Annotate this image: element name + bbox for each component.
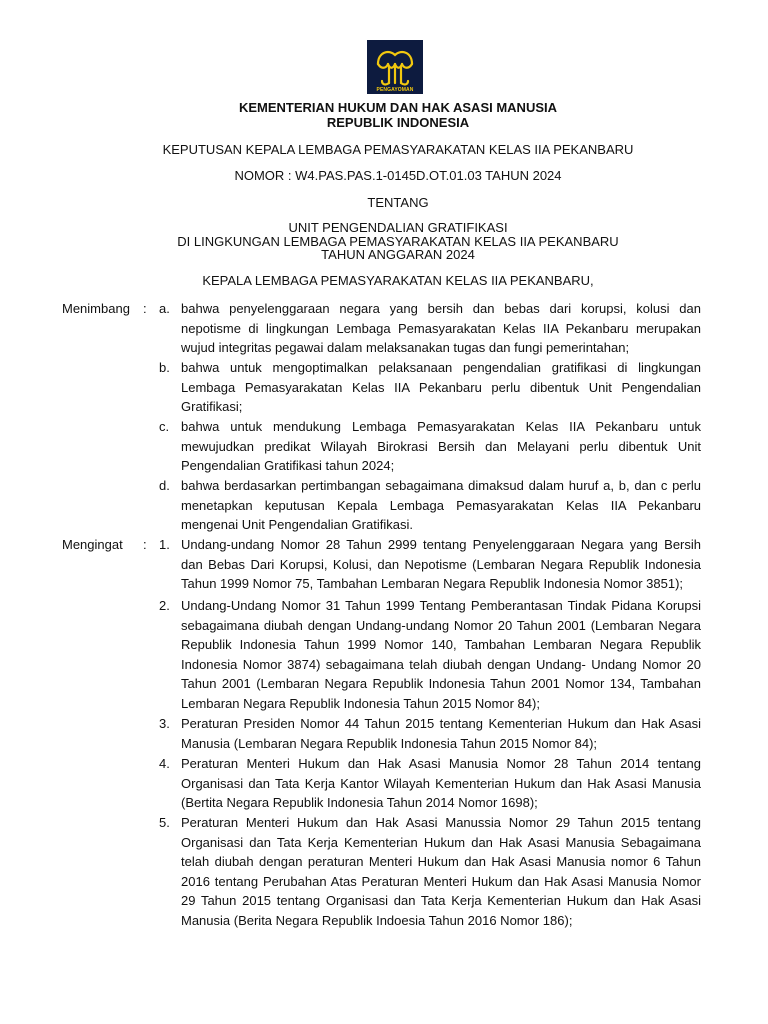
mengingat-item-3-mark: 3. xyxy=(159,716,170,731)
mengingat-item-1-mark: 1. xyxy=(159,537,170,552)
decree-title: KEPUTUSAN KEPALA LEMBAGA PEMASYARAKATAN KELAS IIA PEKANBARU xyxy=(162,142,634,157)
logo-caption: PENGAYOMAN xyxy=(376,87,414,93)
menimbang-item-a-text: bahwa penyelenggaraan negara yang bersih dan bebas dari korupsi, kolusi dan nepotisme di lingkungan Lembaga Pemasyarakatan Kelas IIA Pekanbaru merupakan wujud integritas pegawai dalam melaksanakan tugas dan fungi pemerintahan; xyxy=(181,301,701,356)
mengingat-item-5-mark: 5. xyxy=(159,815,170,830)
mengingat-label: Mengingat xyxy=(62,537,123,552)
menimbang-item-b-mark: b. xyxy=(159,360,170,375)
pengayoman-emblem-icon xyxy=(367,40,423,94)
decree-number: NOMOR : W4.PAS.PAS.1-0145D.OT.01.03 TAHUN 2024 xyxy=(234,168,562,183)
ministry-logo xyxy=(367,40,423,94)
menimbang-item-c-text: bahwa untuk mendukung Lembaga Pemasyarakatan Kelas IIA Pekanbaru untuk mewujudkan predikat Wilayah Birokrasi Bersih dan Melayani perlu dibentuk Unit Pengendalian Gratifikasi tahun 2024; xyxy=(181,419,701,474)
subject-line-1: UNIT PENGENDALIAN GRATIFIKASI xyxy=(288,220,508,235)
mengingat-item-5-text: Peraturan Menteri Hukum dan Hak Asasi Manussia Nomor 29 Tahun 2015 tentang Organisasi dan Tata Kerja Kementerian Hukum dan Hak Asasi Manusia Sebagaimana telah diubah dengan peraturan Menteri Hukum dan Hak Asasi Manusia nomor 6 Tahun 2016 tentang Perubahan Atas Peraturan Menteri Hukum dan Hak Asasi Manusia Nomor 29 Tahun 2015 tentang Organisasi dan Tata Kerja Kementerian Hukum dan Hak Asasi Manusia (Berita Negara Republik Indoesia Tahun 2016 Nomor 186); xyxy=(181,815,701,928)
menimbang-item-d-mark: d. xyxy=(159,478,170,493)
mengingat-item-4-text: Peraturan Menteri Hukum dan Hak Asasi Manusia Nomor 28 Tahun 2014 tentang Organisasi dan Tata Kerja Kantor Wilayah Kementerian Hukum dan Hak Asasi Manusia (Bertita Negara Republik Indonesia Tahun 2014 Nomor 1698); xyxy=(181,756,701,811)
menimbang-item-b-text: bahwa untuk mengoptimalkan pelaksanaan pengendalian gratifikasi di lingkungan Lembaga Pemasyarakatan Kelas IIA Pekanbaru perlu dibentuk Unit Pengendalian Gratifikasi; xyxy=(181,360,701,415)
mengingat-item-1-text: Undang-undang Nomor 28 Tahun 2999 tentang Penyelenggaraan Negara yang Bersih dan Bebas Dari Korupsi, Kolusi, dan Nepotisme (Lembaran Negara Republik Indonesia Tahun 1999 Nomor 75, Tambahan Lembaran Negara Republik Indonesia Nomor 3851); xyxy=(181,537,701,592)
ministry-name: KEMENTERIAN HUKUM DAN HAK ASASI MANUSIA xyxy=(238,100,558,115)
about-label: TENTANG xyxy=(367,195,429,210)
menimbang-item-c-mark: c. xyxy=(159,419,170,434)
menimbang-colon: : xyxy=(143,301,147,316)
mengingat-colon: : xyxy=(143,537,147,552)
subject-line-3: TAHUN ANGGARAN 2024 xyxy=(321,247,475,262)
mengingat-item-2-text: Undang-Undang Nomor 31 Tahun 1999 Tentang Pemberantasan Tindak Pidana Korupsi sebagaimana diubah dengan Undang-undang Nomor 20 Tahun 2001 (Lembaran Negara Republik Indonesia Tahun 1999 Nomor 140, Tambahan Lembaran Negara Republik Indonesia Nomor 3874) sebagaimana telah diubah dengan Undang- Undang Nomor 20 Tahun 2001 (Lembaran Negara Republik Indonesia Tahun 2001 Nomor 134, Tambahan Lembaran Negara Republik Indonesia Tahun 2015 Nomor 84); xyxy=(181,598,701,711)
menimbang-label: Menimbang xyxy=(62,301,130,316)
menimbang-item-d-text: bahwa berdasarkan pertimbangan sebagaimana dimaksud dalam huruf a, b, dan c perlu menetapkan keputusan Kepala Lembaga Pemasyarakatan Kelas IIA Pekanbaru mengenai Unit Pengendalian Gratifikasi. xyxy=(181,478,701,533)
issuer-line: KEPALA LEMBAGA PEMASYARAKATAN KELAS IIA PEKANBARU, xyxy=(202,273,594,288)
country-name: REPUBLIK INDONESIA xyxy=(326,115,470,130)
subject-line-2: DI LINGKUNGAN LEMBAGA PEMASYARAKATAN KELAS IIA PEKANBARU xyxy=(177,234,619,249)
mengingat-item-4-mark: 4. xyxy=(159,756,170,771)
menimbang-item-a-mark: a. xyxy=(159,301,170,316)
mengingat-item-2-mark: 2. xyxy=(159,598,170,613)
mengingat-item-3-text: Peraturan Presiden Nomor 44 Tahun 2015 tentang Kementerian Hukum dan Hak Asasi Manusia (Lembaran Negara Republik Indonesia Tahun 2015 Nomor 84); xyxy=(181,716,701,751)
